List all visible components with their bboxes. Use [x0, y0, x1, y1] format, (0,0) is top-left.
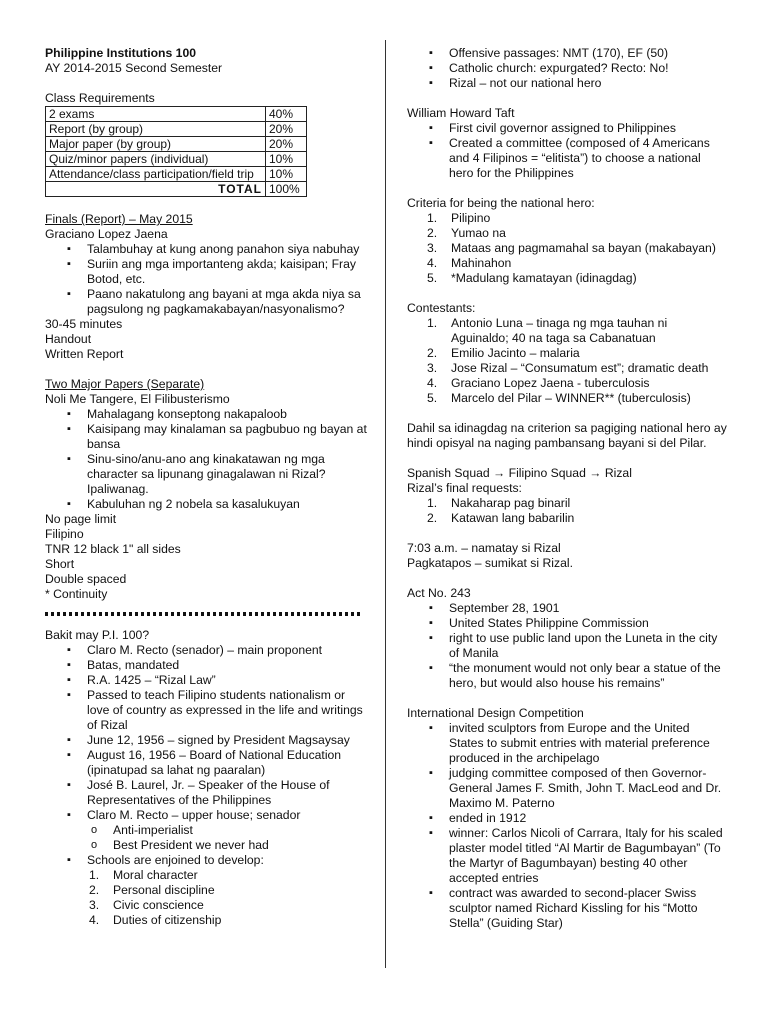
list-item: ▪ Rizal – not our national hero — [427, 76, 727, 91]
list-item: ▪ Catholic church: expurgated? Recto: No! — [427, 61, 727, 76]
requirements-total-row — [46, 182, 307, 197]
list-item: ▪ Batas, mandated — [65, 658, 370, 673]
list-item: ▪ First civil governor assigned to Philippines — [427, 121, 727, 136]
conclusion-paragraph: Dahil sa idinagdag na criterion sa pagiging national hero ay hindi opisyal na naging pambansang bayani si del Pilar. — [407, 421, 727, 450]
finals-note: 30-45 minutes — [45, 317, 123, 331]
list-item: 4. Duties of citizenship — [89, 913, 222, 927]
papers-bullets — [45, 407, 370, 512]
requirements-table — [45, 106, 307, 197]
requirement-item: 2 exams — [46, 107, 266, 122]
finals-bullets — [45, 242, 370, 317]
right-top-bullets — [407, 46, 727, 91]
after-line: Pagkatapos – sumikat si Rizal. — [407, 556, 573, 570]
list-item: ▪ judging committee composed of then Governor-General James F. Smith, John T. MacLeod and Dr. Maximo M. Paterno — [427, 766, 727, 811]
list-item: 3. Mataas ang pagmamahal sa bayan (makabayan) — [427, 241, 716, 255]
table-row — [46, 167, 307, 182]
list-item: ▪ August 16, 1956 – Board of National Education (ipinatupad sa lahat ng paaralan) — [65, 748, 370, 778]
papers-subject: Noli Me Tangere, El Filibusterismo — [45, 392, 230, 406]
finals-subject: Graciano Lopez Jaena — [45, 227, 168, 241]
papers-note: * Continuity — [45, 587, 108, 601]
papers-note: TNR 12 black 1" all sides — [45, 542, 181, 556]
list-item: ▪ Talambuhay at kung anong panahon siya nabuhay — [65, 242, 370, 257]
list-item: ▪ Sinu-sino/anu-ano ang kinakatawan ng mga character sa lipunang ginagalawan ni Rizal? Ipaliwanag. — [65, 452, 370, 497]
list-item: 2. Katawan lang babarilin — [427, 511, 575, 525]
list-item: ▪ United States Philippine Commission — [427, 616, 727, 631]
list-item: 4. Mahinahon — [427, 256, 512, 270]
requests-list — [407, 496, 727, 526]
list-item: ▪ June 12, 1956 – signed by President Magsaysay — [65, 733, 370, 748]
list-item: ▪ Paano nakatulong ang bayani at mga akda niya sa pagsulong ng pagkamakabayan/nasyonalismo? — [65, 287, 370, 317]
list-item: ▪ Offensive passages: NMT (170), EF (50) — [427, 46, 727, 61]
list-item: 1. Antonio Luna – tinaga ng mga tauhan ni Aguinaldo; 40 na taga sa Cabanatuan — [427, 316, 668, 345]
schools-list — [45, 868, 370, 928]
list-item: ▪ Schools are enjoined to develop: — [65, 853, 370, 868]
list-item: 5. *Madulang kamatayan (idinagdag) — [427, 271, 637, 285]
list-item: 3. Civic conscience — [89, 898, 204, 912]
death-time-line: 7:03 a.m. – namatay si Rizal — [407, 541, 561, 555]
requirement-percent: 20% — [266, 137, 307, 152]
list-item: 2. Yumao na — [427, 226, 506, 240]
list-item: ▪ “the monument would not only bear a statue of the hero, but would also house his remains” — [427, 661, 727, 691]
requirement-item: Attendance/class participation/field trip — [46, 167, 266, 182]
requests-heading: Rizal’s final requests: — [407, 481, 522, 495]
act-heading: Act No. 243 — [407, 586, 471, 600]
list-item: ▪ José B. Laurel, Jr. – Speaker of the House of Representatives of the Philippines — [65, 778, 370, 808]
list-item: 1. Moral character — [89, 868, 198, 882]
list-item: 5. Marcelo del Pilar – WINNER** (tuberculosis) — [427, 391, 691, 405]
total-label: TOTAL — [46, 182, 266, 197]
recto-sub-bullets — [45, 823, 370, 853]
contestants-list — [407, 316, 727, 406]
left-column — [45, 46, 370, 928]
papers-heading: Two Major Papers (Separate) — [45, 377, 205, 391]
list-item: o Anti-imperialist — [89, 823, 370, 838]
dotted-separator — [45, 612, 363, 616]
why-bullets — [45, 643, 370, 823]
list-item: ▪ Kaisipang may kinalaman sa pagbubuo ng bayan at bansa — [65, 422, 370, 452]
list-item: ▪ Suriin ang mga importanteng akda; kaisipan; Fray Botod, etc. — [65, 257, 370, 287]
requirements-heading: Class Requirements — [45, 91, 155, 105]
papers-note: Double spaced — [45, 572, 127, 586]
list-item: ▪ ended in 1912 — [427, 811, 727, 826]
list-item: 4. Graciano Lopez Jaena - tuberculosis — [427, 376, 650, 390]
list-item: 2. Personal discipline — [89, 883, 215, 897]
list-item: ▪ right to use public land upon the Luneta in the city of Manila — [427, 631, 727, 661]
list-item: ▪ Kabuluhan ng 2 nobela sa kasalukuyan — [65, 497, 370, 512]
table-row — [46, 122, 307, 137]
taft-heading: William Howard Taft — [407, 106, 515, 120]
list-item: ▪ Claro M. Recto (senador) – main proponent — [65, 643, 370, 658]
requirement-percent: 40% — [266, 107, 307, 122]
list-item: ▪ invited sculptors from Europe and the United States to submit entries with material preference produced in the archipelago — [427, 721, 727, 766]
contestants-heading: Contestants: — [407, 301, 476, 315]
finals-note: Written Report — [45, 347, 124, 361]
criteria-heading: Criteria for being the national hero: — [407, 196, 595, 210]
list-item: ▪ contract was awarded to second-placer Swiss sculptor named Richard Kissling for his “Motto Stella” (Guiding Star) — [427, 886, 727, 931]
table-row — [46, 137, 307, 152]
course-title: Philippine Institutions 100 — [45, 46, 197, 60]
finals-note: Handout — [45, 332, 92, 346]
right-column — [407, 46, 727, 931]
papers-note: Filipino — [45, 527, 84, 541]
competition-bullets — [407, 721, 727, 931]
list-item: 2. Emilio Jacinto – malaria — [427, 346, 580, 360]
squad-line: Spanish Squad → Filipino Squad → Rizal — [407, 466, 632, 480]
total-percent: 100% — [266, 182, 307, 197]
table-row — [46, 152, 307, 167]
table-row — [46, 107, 307, 122]
taft-bullets — [407, 121, 727, 181]
list-item: ▪ Passed to teach Filipino students nationalism or love of country as expressed in the life and writings of Rizal — [65, 688, 370, 733]
list-item: 1. Nakaharap pag binaril — [427, 496, 571, 510]
requirement-item: Quiz/minor papers (individual) — [46, 152, 266, 167]
competition-heading: International Design Competition — [407, 706, 584, 720]
finals-heading: Finals (Report) – May 2015 — [45, 212, 193, 226]
list-item: ▪ R.A. 1425 – “Rizal Law” — [65, 673, 370, 688]
list-item: 3. Jose Rizal – “Consumatum est”; dramatic death — [427, 361, 709, 375]
list-item: ▪ Mahalagang konseptong nakapaloob — [65, 407, 370, 422]
act-bullets — [407, 601, 727, 691]
why-heading: Bakit may P.I. 100? — [45, 628, 150, 642]
list-item: ▪ winner: Carlos Nicoli of Carrara, Italy for his scaled plaster model titled “Al Martir de Bagumbayan” (To the Martyr of Bagumbayan) besting 40 other accepted entries — [427, 826, 727, 886]
requirement-percent: 10% — [266, 152, 307, 167]
criteria-list — [407, 211, 727, 286]
requirement-percent: 20% — [266, 122, 307, 137]
list-item: 1. Pilipino — [427, 211, 491, 225]
requirement-percent: 10% — [266, 167, 307, 182]
list-item: ▪ Created a committee (composed of 4 Americans and 4 Filipinos = “elitista”) to choose a national hero for the Philippines — [427, 136, 727, 181]
requirement-item: Report (by group) — [46, 122, 266, 137]
papers-note: Short — [45, 557, 75, 571]
semester-line: AY 2014-2015 Second Semester — [45, 61, 223, 75]
list-item: o Best President we never had — [89, 838, 370, 853]
papers-note: No page limit — [45, 512, 117, 526]
list-item: ▪ Claro M. Recto – upper house; senador — [65, 808, 370, 823]
schools-bullet — [45, 853, 370, 868]
requirement-item: Major paper (by group) — [46, 137, 266, 152]
list-item: ▪ September 28, 1901 — [427, 601, 727, 616]
column-divider — [385, 40, 386, 968]
